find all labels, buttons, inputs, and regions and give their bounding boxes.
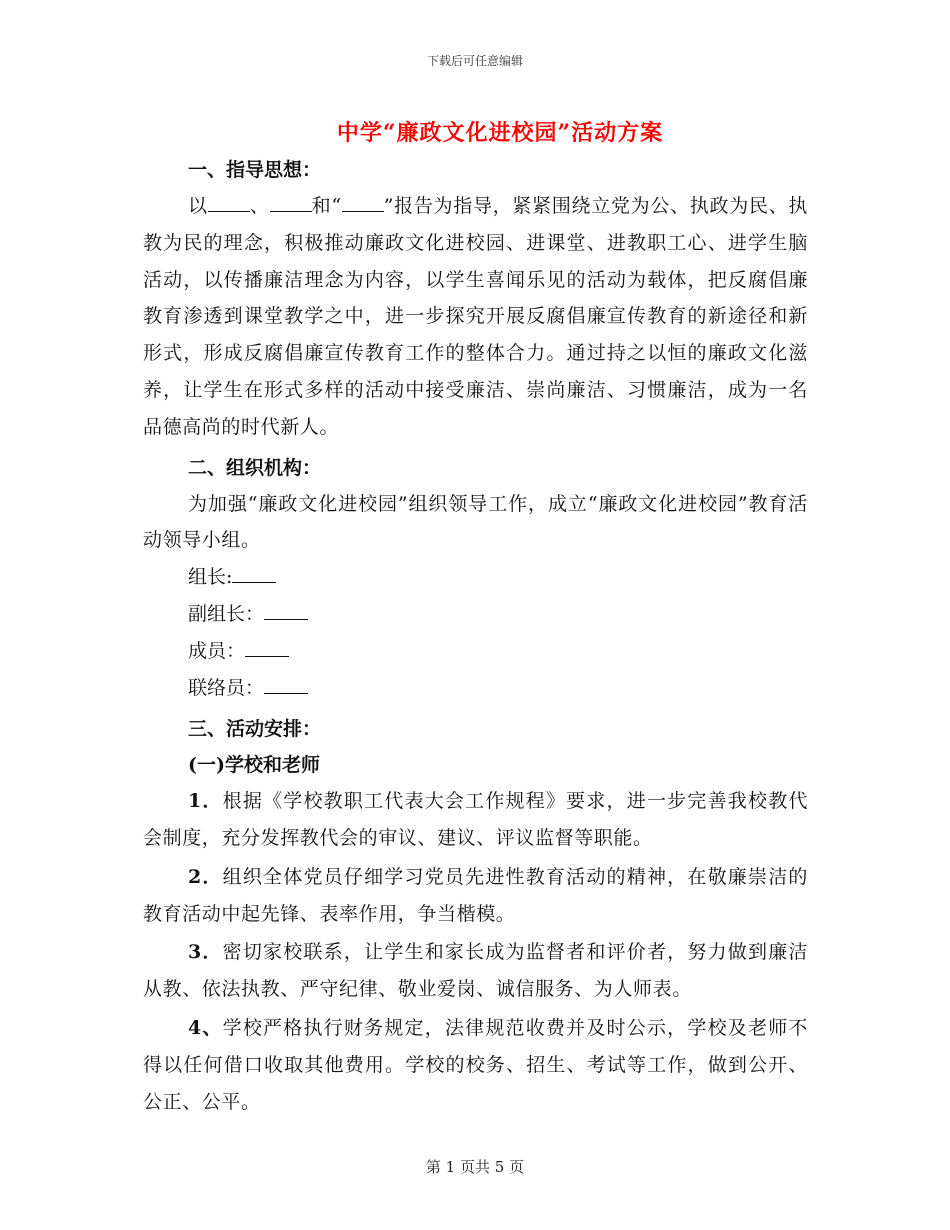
- item-text: 密切家校联系，让学生和家长成为监督者和评价者，努力做到廉洁从教、依法执教、严守纪律、敬业爱岗、诚信服务、为人师表。: [143, 941, 809, 1001]
- blank-line: [245, 642, 289, 657]
- subsection-heading-school-teachers: (一)学校和老师: [188, 754, 320, 777]
- blank-line: [208, 197, 250, 212]
- field-deputy-leader: [143, 596, 808, 633]
- field-members: [143, 633, 808, 670]
- section-heading-activity-arrangement: 三、活动安排：: [188, 718, 322, 741]
- item-text: 组织全体党员仔细学习党员先进性教育活动的精神，在敬廉崇洁的教育活动中起先锋、表率作用，争当楷模。: [143, 865, 809, 925]
- item-number: 1．: [188, 790, 223, 813]
- field-label: 组长:: [188, 566, 233, 589]
- guiding-ideology-paragraph: [143, 188, 808, 446]
- section-heading-guiding-ideology: 一、指导思想：: [188, 159, 322, 181]
- section-heading-organization: 二、组织机构：: [188, 456, 322, 479]
- organization-paragraph: 为加强“廉政文化进校园”组织领导工作，成立“廉政文化进校园”教育活动领导小组。: [143, 492, 808, 552]
- field-label: 成员：: [188, 640, 246, 663]
- item-number: 2．: [188, 865, 223, 888]
- blank-line: [342, 197, 384, 212]
- para-separator: 、: [249, 195, 270, 217]
- field-leader: [143, 559, 808, 596]
- blank-line: [232, 568, 276, 583]
- item-text: 根据《学校教职工代表大会工作规程》要求，进一步完善我校教代会制度，充分发挥教代会的审议、建议、评议监督等职能。: [143, 790, 809, 849]
- list-item: [143, 934, 808, 1008]
- field-label: 副组长：: [188, 603, 265, 626]
- list-item: [143, 859, 808, 933]
- blank-line: [264, 679, 308, 694]
- page-number-footer: 第 1 页共 5 页: [425, 1158, 525, 1176]
- field-label: 联络员：: [188, 677, 265, 700]
- page-header-note: 下载后可任意编辑: [426, 54, 523, 68]
- document-title: 中学“廉政文化进校园”活动方案: [336, 120, 664, 146]
- item-text: 学校严格执行财务规定，法律规范收费并及时公示，学校及老师不得以任何借口收取其他费用。学校的校务、招生、考试等工作，做到公开、公正、公平。: [143, 1016, 809, 1113]
- list-item: [143, 1010, 808, 1120]
- para-middle: 和“: [311, 195, 342, 217]
- blank-line: [270, 197, 312, 212]
- list-item: [143, 783, 808, 857]
- blank-line: [264, 605, 308, 620]
- field-liaison: [143, 670, 808, 707]
- item-number: 4、: [188, 1016, 223, 1039]
- para-rest: ”报告为指导，紧紧围绕立党为公、执政为民、执教为民的理念，积极推动廉政文化进校园、进课堂、进教职工心、进学生脑活动，以传播廉洁理念为内容，以学生喜闻乐见的活动为载体，把反腐倡廉教育渗透到课堂教学之中，进一步探究开展反腐倡廉宣传教育的新途径和新形式，形成反腐倡廉宣传教育工作的整体合力。通过持之以恒的廉政文化滋养，让学生在形式多样的活动中接受廉洁、崇尚廉洁、习惯廉洁，成为一名品德高尚的时代新人。: [143, 195, 808, 438]
- item-number: 3．: [188, 941, 223, 964]
- document-body: [143, 148, 808, 1120]
- para-prefix: 以: [188, 195, 208, 217]
